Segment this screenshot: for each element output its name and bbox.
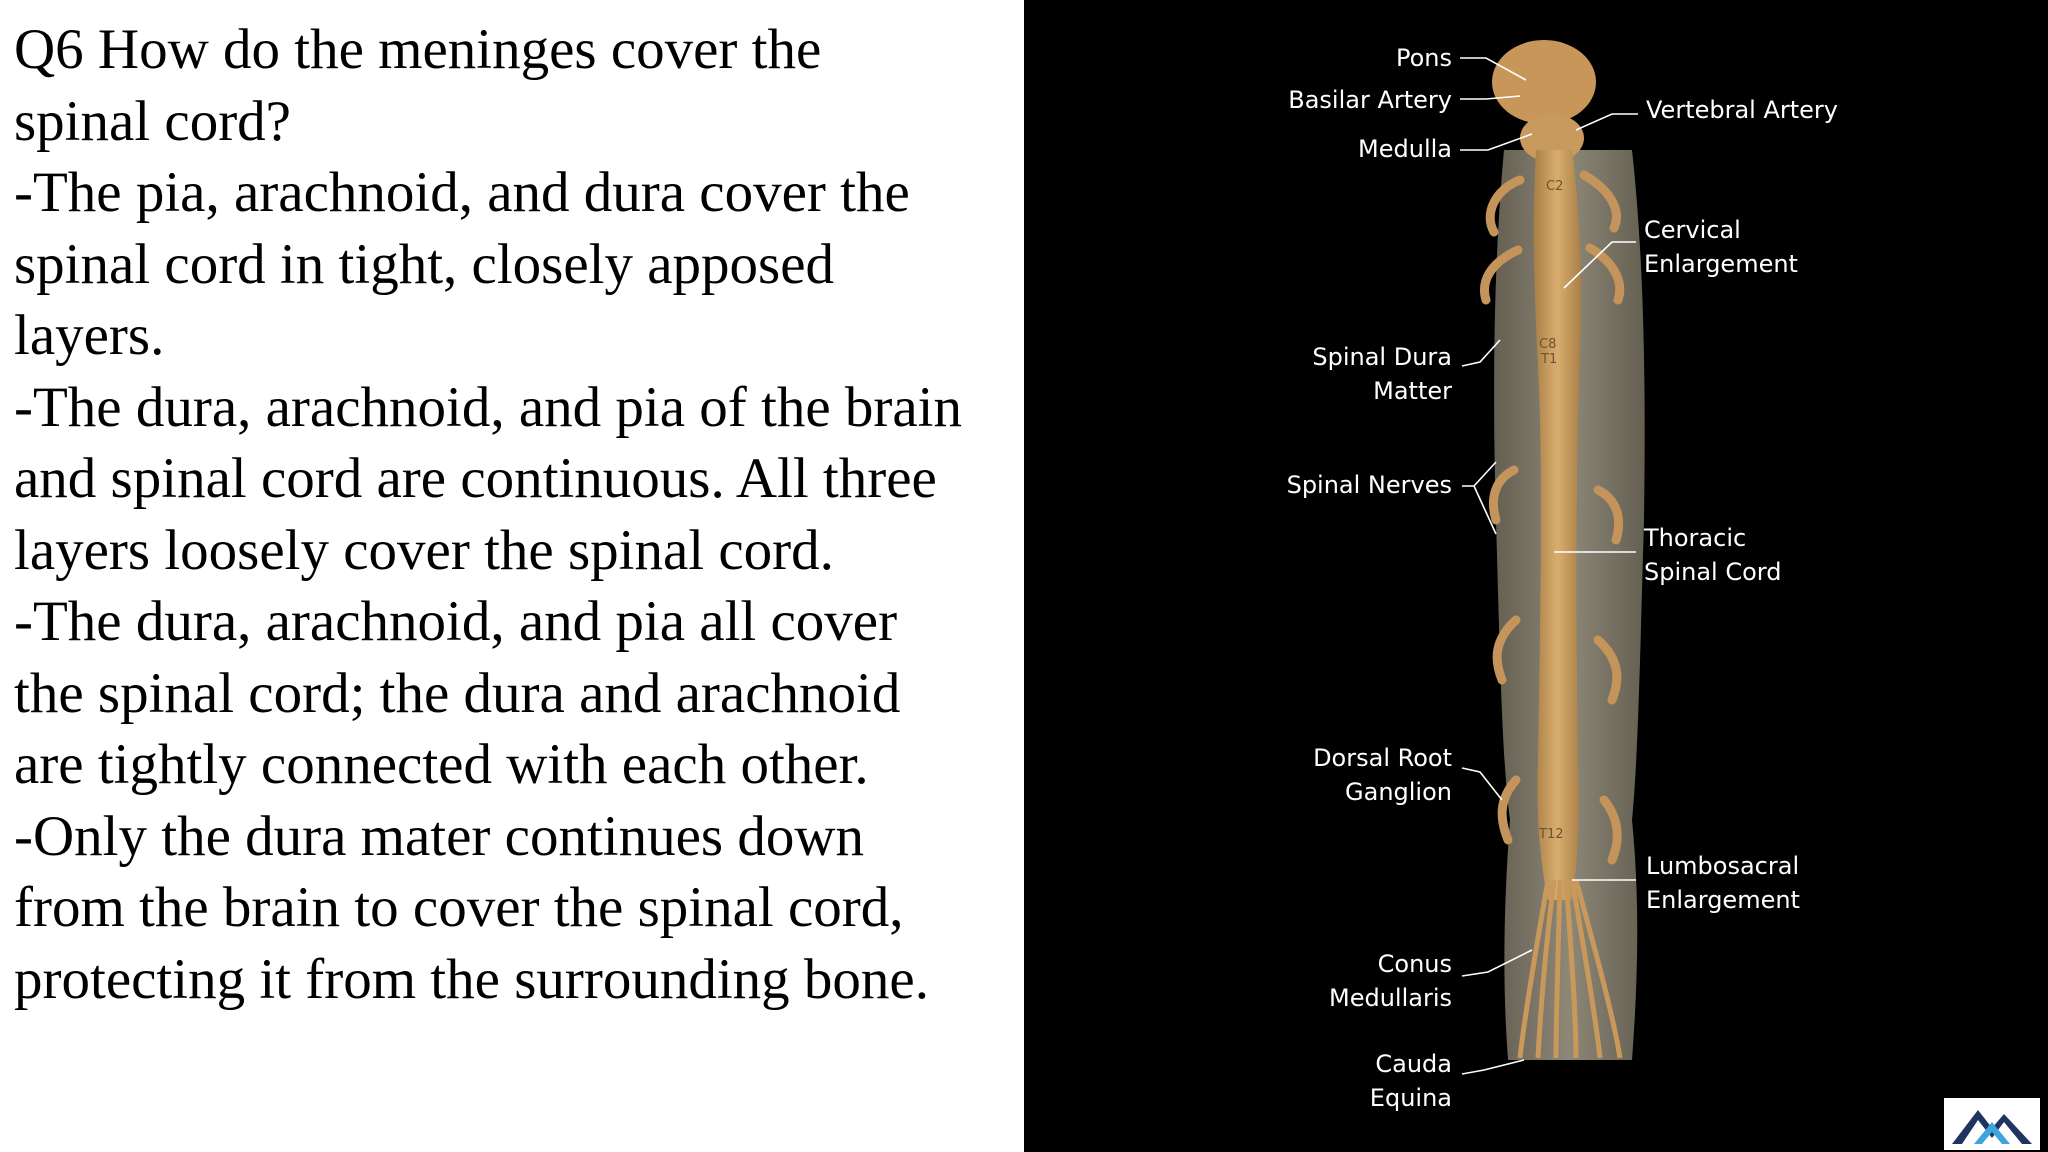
label-pons: Pons: [1395, 44, 1452, 72]
label-lumbosacral-line2: Enlargement: [1646, 886, 1800, 914]
label-spinal-dura-line2: Matter: [1373, 377, 1452, 405]
question-text: [14, 14, 1014, 1015]
answer-option-line: -The dura, arachnoid, and pia all cover: [14, 590, 898, 653]
label-vertebral-artery: Vertebral Artery: [1646, 96, 1838, 124]
answer-option-line: are tightly connected with each other.: [14, 733, 869, 796]
segment-label-c2: C2: [1546, 179, 1564, 194]
label-conus-line2: Medullaris: [1329, 984, 1452, 1012]
pons-shape: [1492, 40, 1596, 124]
question-line: Q6 How do the meninges cover the: [14, 18, 822, 81]
label-spinal-nerves: Spinal Nerves: [1286, 471, 1452, 499]
label-conus-line1: Conus: [1377, 950, 1452, 978]
label-dorsal-root-line1: Dorsal Root: [1313, 744, 1452, 772]
label-medulla: Medulla: [1358, 135, 1452, 163]
label-cauda-line2: Equina: [1369, 1084, 1452, 1112]
label-basilar-artery: Basilar Artery: [1288, 86, 1452, 114]
answer-option-line: the spinal cord; the dura and arachnoid: [14, 661, 901, 725]
answer-option-line: layers.: [14, 304, 165, 367]
label-lumbosacral-line1: Lumbosacral: [1646, 852, 1800, 880]
answer-option-line: -Only the dura mater continues down: [14, 804, 865, 868]
answer-option-line: -The dura, arachnoid, and pia of the brain: [14, 375, 963, 439]
label-thoracic-line2: Spinal Cord: [1644, 558, 1782, 586]
answer-option-line: and spinal cord are continuous. All three: [14, 447, 937, 510]
answer-option-line: -The pia, arachnoid, and dura cover the: [14, 161, 910, 224]
spinal-cord-figure: [1024, 0, 2048, 1152]
segment-label-t1: T1: [1541, 352, 1558, 367]
answer-option-line: layers loosely cover the spinal cord.: [14, 518, 834, 582]
label-cervical-line1: Cervical: [1644, 216, 1741, 244]
mountain-logo-icon: [1944, 1098, 2040, 1150]
label-cauda-line1: Cauda: [1375, 1050, 1452, 1078]
label-thoracic-line1: Thoracic: [1644, 524, 1747, 552]
brand-logo: [1944, 1098, 2040, 1150]
spinal-cord-illustration: [1024, 0, 2048, 1152]
segment-label-t12: T12: [1539, 827, 1564, 842]
label-cervical-line2: Enlargement: [1644, 250, 1798, 278]
answer-option-line: protecting it from the surrounding bone.: [14, 947, 929, 1011]
question-line: spinal cord?: [14, 89, 291, 153]
answer-option-line: from the brain to cover the spinal cord,: [14, 876, 904, 939]
segment-label-c8: C8: [1539, 337, 1557, 352]
label-spinal-dura-line1: Spinal Dura: [1312, 343, 1452, 371]
label-dorsal-root-line2: Ganglion: [1345, 778, 1452, 806]
answer-option-line: spinal cord in tight, closely apposed: [14, 232, 835, 296]
spinal-cord-shape: [1534, 150, 1581, 900]
